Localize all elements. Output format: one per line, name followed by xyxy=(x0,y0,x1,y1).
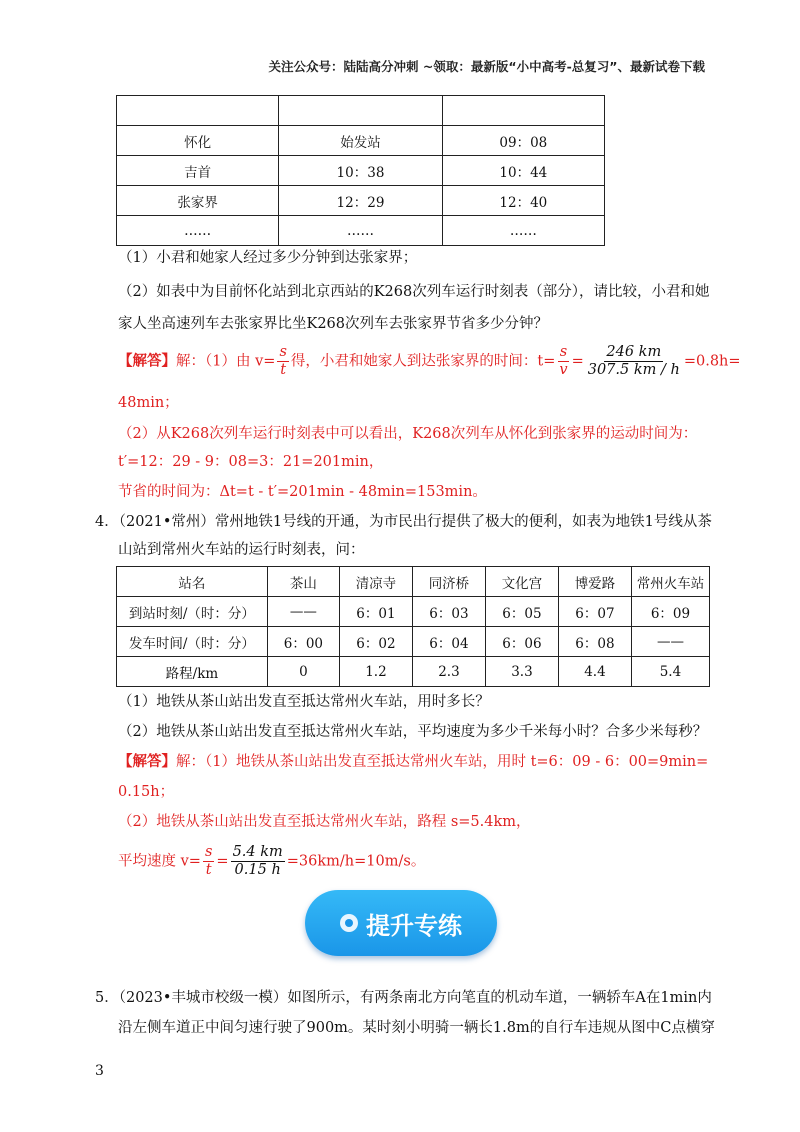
table-row: 怀化 始发站 09：08 xyxy=(117,126,605,156)
table-row: 到站时刻/（时：分） —— 6：01 6：03 6：05 6：07 6：09 xyxy=(117,597,710,627)
train-timetable xyxy=(116,95,605,246)
table-row: …… …… …… xyxy=(117,216,605,246)
practice-button-label: 提升专练 xyxy=(366,911,462,940)
answer-label: 【解答】 xyxy=(118,753,176,770)
q4-answer-line3: （2）地铁从茶山站出发直至抵达常州火车站，路程 s=5.4km， xyxy=(118,814,531,830)
q3-answer-line5: 节省的时间为：Δt=t - t′=201min - 48min=153min。 xyxy=(118,484,487,500)
q4-sub1: （1）地铁从茶山站出发直至抵达常州火车站，用时多长？ xyxy=(118,694,490,710)
fraction: $\frac{s}{t}$ xyxy=(204,844,213,878)
fraction: $\frac{246 km}{307.5 km / h}$ xyxy=(587,344,680,378)
q3-answer-line3: （2）从K268次列车运行时刻表中可以看出，K268次列车从怀化到张家界的运动时间为： xyxy=(118,426,698,442)
q4-answer-line2: 0.15h； xyxy=(118,784,175,800)
q3-answer-line2: 48min； xyxy=(118,395,179,411)
table-row: 发车时间/（时：分） 6：00 6：02 6：04 6：06 6：08 —— xyxy=(117,627,710,657)
q4-intro-line2: 山站到常州火车站的运行时刻表，问： xyxy=(118,542,365,558)
q4-answer-line1: 【解答】解：（1）地铁从茶山站出发直至抵达常州火车站，用时 t=6：09 - 6：00=9min= xyxy=(118,753,709,770)
table-row: 张家界 12：29 12：40 xyxy=(117,186,605,216)
fraction: $\frac{s}{v}$ xyxy=(559,344,568,378)
page-number: 3 xyxy=(95,1063,104,1079)
practice-button[interactable] xyxy=(305,890,497,956)
q4-intro-line1: 4．（2021•常州）常州地铁1号线的开通，为市民出行提供了极大的便利，如表为地铁1号线从茶 xyxy=(95,514,712,530)
q3-answer-line1: 【解答】解：（1）由 v= $\frac{s}{t}$ 得，小君和她家人到达张家界的时间：t= $\frac{s}{v}$ = $\frac{246 km}{307.5 km / h}$ =0.8h= xyxy=(118,344,741,378)
q5-line1: 5．（2023•丰城市校级一模）如图所示，有两条南北方向笔直的机动车道，一辆轿车A在1min内 xyxy=(95,990,712,1006)
q3-sub1: （1）小君和她家人经过多少分钟到达张家界； xyxy=(118,250,418,266)
q4-sub2: （2）地铁从茶山站出发直至抵达常州火车站，平均速度为多少千米每小时？合多少米每秒？ xyxy=(118,724,708,740)
q5-line2: 沿左侧车道正中间匀速行驶了900m。某时刻小明骑一辆长1.8m的自行车违规从图中C点横穿 xyxy=(118,1020,715,1036)
table-row xyxy=(117,96,605,126)
metro-timetable xyxy=(116,566,710,687)
bubble-icon xyxy=(340,914,358,932)
fraction: $\frac{5.4 km}{0.15 h}$ xyxy=(232,844,283,878)
table-row: 站名 茶山 清凉寺 同济桥 文化宫 博爱路 常州火车站 xyxy=(117,567,710,597)
q3-sub2-line1: （2）如表中为目前怀化站到北京西站的K268次列车运行时刻表（部分），请比较，小君和她 xyxy=(118,284,710,300)
table-row: 吉首 10：38 10：44 xyxy=(117,156,605,186)
q3-answer-line4: t′=12：29 - 9：08=3：21=201min， xyxy=(118,454,384,470)
q3-sub2-line2: 家人坐高速列车去张家界比坐K268次列车去张家界节省多少分钟？ xyxy=(118,316,549,332)
answer-label: 【解答】 xyxy=(118,352,176,370)
q4-answer-line4: 平均速度 v= $\frac{s}{t}$ = $\frac{5.4 km}{0.15 h}$ =36km/h=10m/s。 xyxy=(118,844,426,878)
fraction: $\frac{s}{t}$ xyxy=(279,344,287,378)
page-header: 关注公众号：陆陆高分冲刺 ~领取：最新版“小中高考-总复习”、最新试卷下载 xyxy=(268,59,705,74)
table-row: 路程/km 0 1.2 2.3 3.3 4.4 5.4 xyxy=(117,657,710,687)
